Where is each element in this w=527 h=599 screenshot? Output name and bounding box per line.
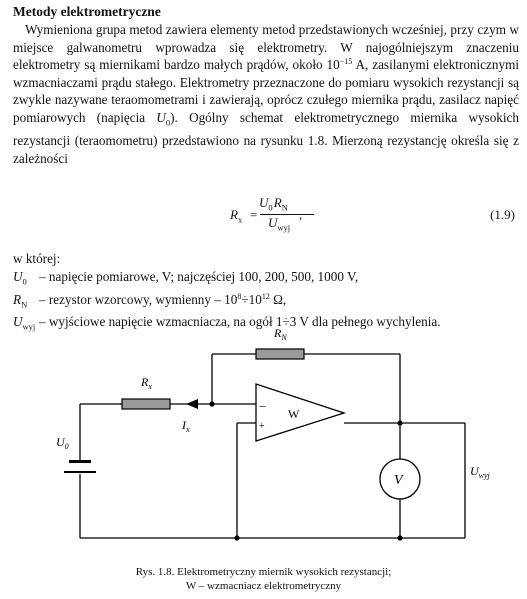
battery-positive-plate [69, 460, 91, 463]
current-arrow [186, 399, 198, 409]
current-exponent: −15 [339, 57, 353, 67]
battery-negative-plate [64, 471, 96, 473]
label-rn: $R_N$ [274, 326, 287, 342]
formula-lhs: $R_x$ [230, 207, 243, 225]
label-voltmeter: V [394, 473, 403, 488]
label-rx: $R_x$ [141, 375, 152, 391]
definitions-intro: w której: [13, 251, 61, 266]
definition-u0: $U_0$ – napięcie pomiarowe, V; najczęściej 100, 200, 500, 1000 V, [13, 269, 359, 287]
figure-caption-line-2: W – wzmacniacz elektrometryczny [185, 580, 342, 592]
formula-comma: , [299, 207, 303, 222]
junction-dot-ground-plus [234, 535, 239, 540]
definition-rn: $R_N$ – rezystor wzorcowy, wymienny – $10^8\div 10^{12}$ Ω, [13, 291, 287, 310]
formula-equals: = [250, 207, 258, 222]
equation-number: (1.9) [490, 207, 515, 222]
amplifier-triangle [256, 384, 344, 441]
formula-denominator: $U_{wyj}$ [268, 215, 291, 233]
label-uwyj: $U_{wyj}$ [470, 464, 490, 480]
u0-inline-subscript: 0 [165, 117, 171, 128]
junction-dot-ground-meter [397, 535, 402, 540]
label-amplifier: W [288, 407, 300, 421]
label-plus-input: + [259, 421, 265, 432]
section-heading: Metody elektrometryczne [13, 4, 161, 19]
resistor-rn [256, 349, 304, 359]
circuit-diagram [0, 300, 527, 560]
paragraph-text-1: Wymieniona grupa metod zawiera elementy metod przedstawionych wcześniej, przy czym w miejsce galwanometru wprowadza się elektrometry. W najogólniejszym znaczeniu elektrometry są miernikami bardzo małych prądów, około 10 [13, 22, 519, 73]
figure-caption-line-1: Rys. 1.8. Elektrometryczny miernik wysokich rezystancji; [135, 566, 392, 578]
label-minus-input: − [259, 399, 267, 414]
junction-dot-input [209, 401, 214, 406]
label-ix: $I_x$ [182, 418, 190, 434]
u0-inline-symbol: U [156, 109, 166, 125]
resistor-rx [122, 399, 170, 409]
formula-1-9 [226, 194, 336, 238]
paragraph-text-3: ). Ogólny schemat elektrometrycznego miernika wysokich rezystancji (teraomometru) przedstawiono na rysunku 1.8. Mierzoną rezystancję określa się z zależności [13, 109, 519, 166]
paragraph-text-2: A, zasilanymi elektronicznymi wzmacniaczami prądu stałego. Elektrometry przeznaczone do pomiaru wysokich rezystancji są zwykle nazywane teraomometrami i zawierają, oprócz czułego miernika prądu, zasilacz napięć pomiarowych (napięcia [13, 57, 519, 125]
definition-uwyj: $U_{wyj}$ – wyjściowe napięcie wzmacniacza, na ogół 1÷3 V dla pełnego wychylenia. [13, 314, 441, 332]
junction-dot-output [397, 420, 402, 425]
body-paragraph [13, 21, 519, 167]
label-u0: $U_0$ [56, 435, 69, 451]
formula-numerator: $U_0$ $R_N$ [259, 195, 288, 213]
